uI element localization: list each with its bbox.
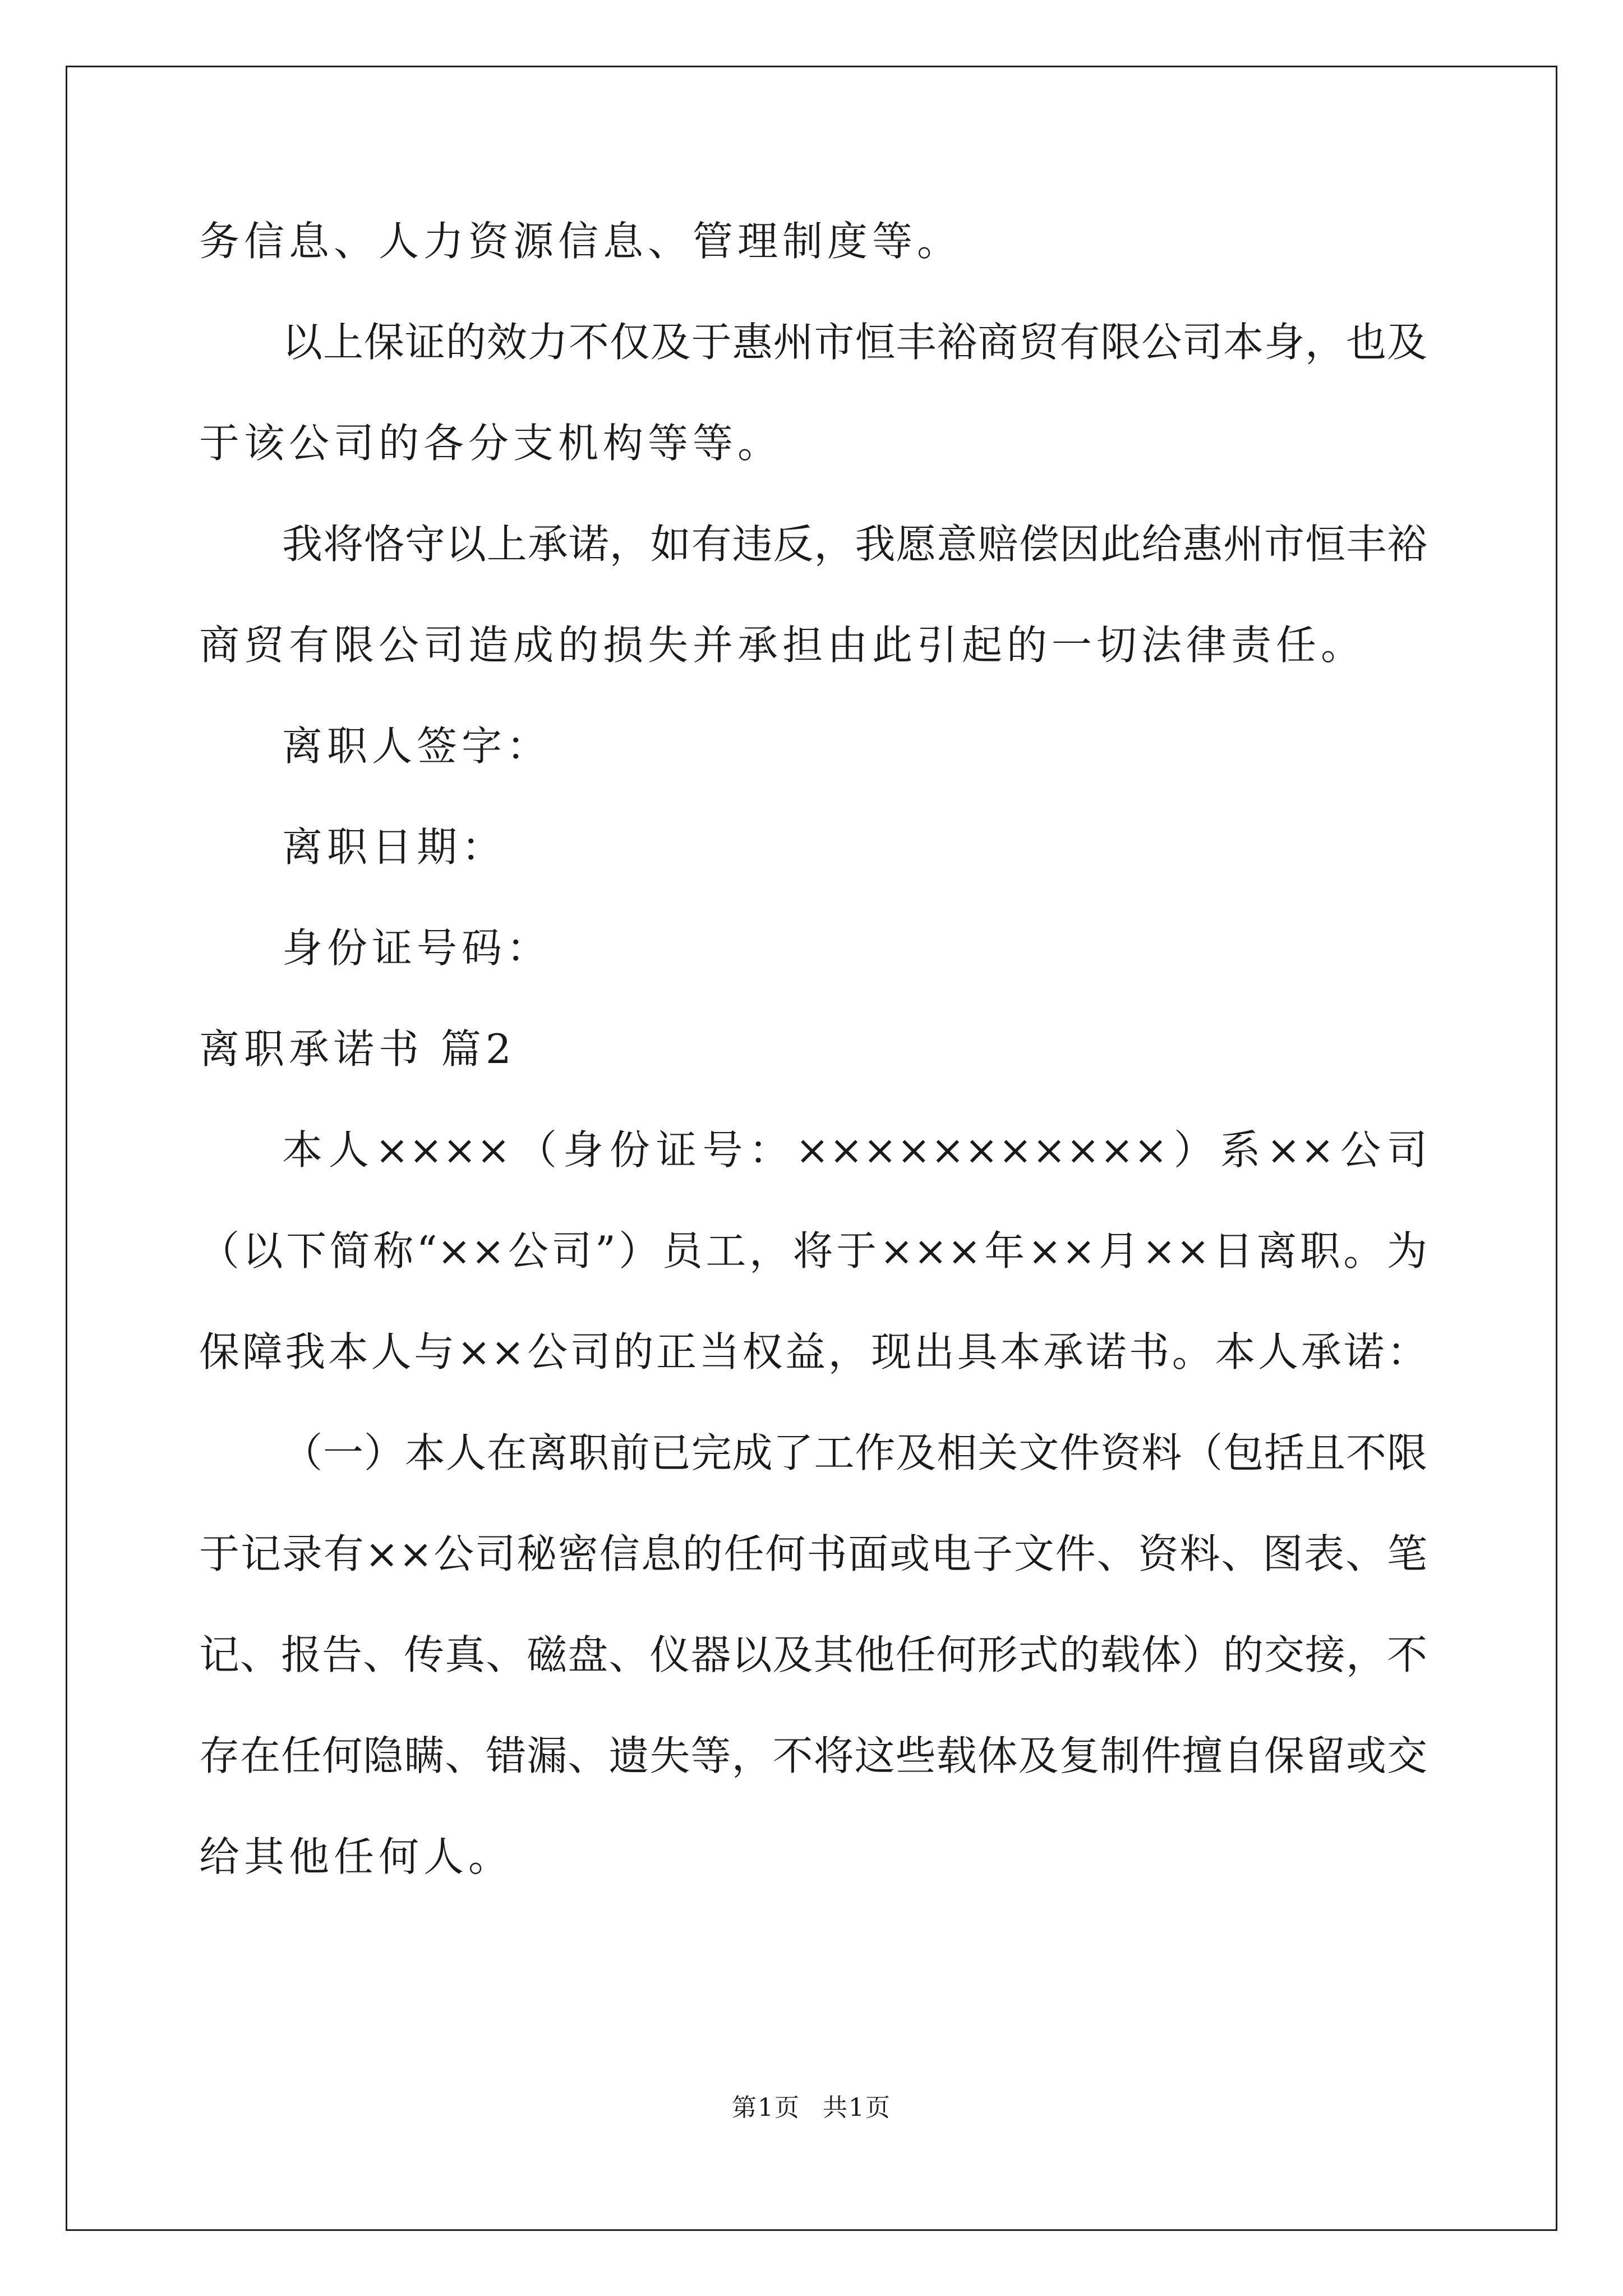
id-number-label: 身份证号码： — [282, 924, 552, 972]
paragraph-line: 以上保证的效力不仅及于惠州市恒丰裕商贸有限公司本身，也及 — [282, 319, 1427, 366]
date-label: 离职日期： — [282, 823, 507, 871]
page-current: 第1页 — [732, 2093, 800, 2122]
paragraph-line: （以下简称“××公司”）员工，将于×××年××月××日离职。为 — [199, 1227, 1427, 1274]
paragraph-line: 保障我本人与××公司的正当权益，现出具本承诺书。本人承诺： — [199, 1328, 1427, 1375]
paragraph-line: 商贸有限公司造成的损失并承担由此引起的一切法律责任。 — [199, 622, 1366, 669]
page-total: 共1页 — [823, 2093, 891, 2122]
paragraph-line: 给其他任何人。 — [199, 1833, 514, 1880]
section-title: 离职承诺书 篇2 — [199, 1025, 516, 1073]
paragraph-line: （一）本人在离职前已完成了工作及相关文件资料（包括且不限 — [282, 1429, 1427, 1476]
paragraph-line: 于记录有××公司秘密信息的任何书面或电子文件、资料、图表、笔 — [199, 1530, 1427, 1577]
paragraph-line: 我将恪守以上承诺，如有违反，我愿意赔偿因此给惠州市恒丰裕 — [282, 521, 1427, 568]
signature-label: 离职人签字： — [282, 723, 552, 770]
paragraph-line: 本人××××（身份证号：×××××××××××）系××公司 — [282, 1126, 1427, 1174]
paragraph-line: 存在任何隐瞒、错漏、遗失等，不将这些载体及复制件擅自保留或交 — [199, 1732, 1427, 1779]
paragraph-line: 务信息、人力资源信息、管理制度等。 — [199, 218, 962, 265]
paragraph-line: 记、报告、传真、磁盘、仪器以及其他任何形式的载体）的交接，不 — [199, 1631, 1427, 1678]
page-footer — [0, 2091, 1623, 2125]
paragraph-line: 于该公司的各分支机构等等。 — [199, 420, 783, 467]
